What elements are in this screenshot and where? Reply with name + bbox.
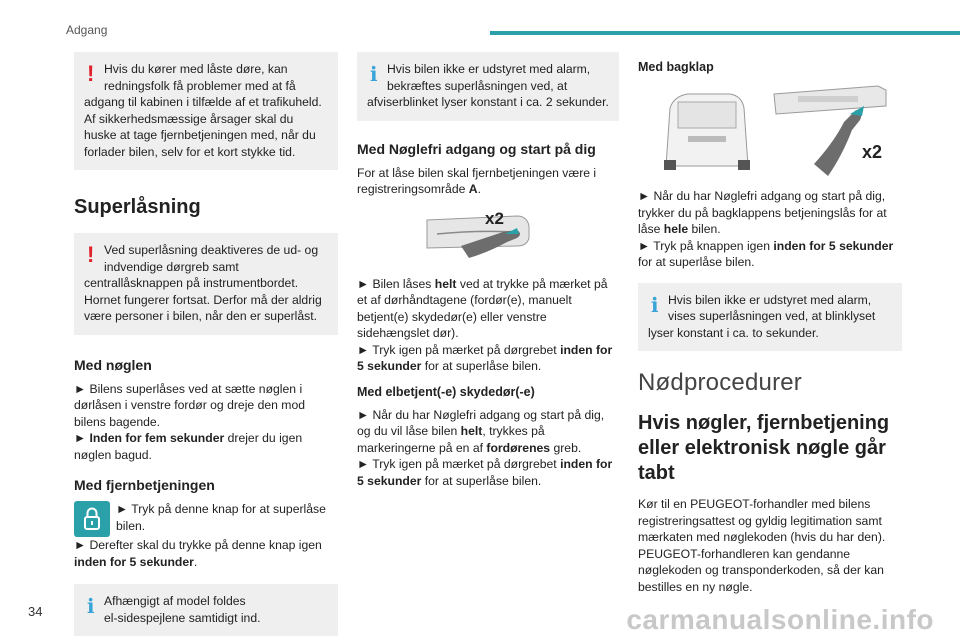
info-box <box>638 283 902 352</box>
paragraph: ► Bilens superlåses ved at sætte nøglen i dørlåsen i venstre fordør og dreje den mod bilens bagende. <box>74 381 305 429</box>
subsection-title: Med bagklap <box>638 60 714 74</box>
warning-text: adgang til kabinen i tilfælde af et trafikuheld. Af sikkerhedsmæssige årsager skal du huske at tage fjernbetjeningen med, når du forlader bilen, selv for et kort stykke tid. <box>84 95 322 159</box>
remote-lock-row <box>74 501 338 537</box>
header-accent-bar <box>490 31 960 35</box>
tailgate-illustration <box>638 82 902 178</box>
text: ved at trykke på mærket på et af dørhåndtagene (fordør(e), manuelt betjent(e) skydedør(e) eller venstre sidehængslet dør). <box>357 276 608 340</box>
paragraph <box>357 407 619 457</box>
paragraph <box>74 430 338 463</box>
subsection-title: Med fjernbetjeningen <box>74 477 215 493</box>
text: for at superlåse bilen. <box>638 255 755 269</box>
bold-text: fordørenes <box>486 440 551 455</box>
text: ► Når du har Nøglefri adgang og start på dig, trykker du på bagklappens betjeningslås for at låse <box>638 189 887 236</box>
paragraph <box>357 456 619 489</box>
bold-text: inden for 5 sekunder <box>357 457 613 488</box>
warning-box <box>74 52 338 170</box>
info-text: Hvis bilen ikke er udstyret med alarm, bekræftes superlåsningen ved, at <box>387 62 591 93</box>
paragraph <box>74 554 338 571</box>
info-text: Afhængigt af model foldes <box>104 594 246 608</box>
text: drejer du igen nøglen bagud. <box>74 431 303 462</box>
bold-text: ► Inden for fem sekunder <box>74 431 225 445</box>
text: , trykkes på markeringerne på en af <box>357 424 545 455</box>
text: ► Tryk igen på mærket på dørgrebet <box>357 342 557 357</box>
bold-text: hele <box>663 222 689 236</box>
x2-label: x2 <box>862 142 883 162</box>
text: for at superlåse bilen. <box>424 359 542 373</box>
info-text: Hvis bilen ikke er udstyret med alarm, vises superlåsningen ved, at blinklyset <box>668 292 876 323</box>
header-section-label: Adgang <box>66 23 108 37</box>
text: ► Når du har Nøglefri adgang og start på dig, og du vil låse bilen <box>357 407 605 438</box>
info-icon: ℹ <box>87 594 95 618</box>
bold-text: helt <box>460 424 483 438</box>
info-box <box>357 52 619 121</box>
padlock-icon <box>74 501 110 537</box>
text: ► Tryk på knappen igen <box>638 238 770 253</box>
column-middle <box>357 52 619 489</box>
text: bilen. <box>691 222 721 236</box>
warning-text: Hvis du kører med låste døre, kan redningsfolk få problemer med at få <box>104 62 296 93</box>
info-box <box>74 584 338 636</box>
column-right <box>638 52 902 595</box>
paragraph <box>357 342 619 375</box>
warning-text: Ved superlåsning deaktiveres de ud- og indvendige dørgreb samt <box>104 243 319 274</box>
watermark: carmanualsonline.info <box>626 604 934 635</box>
paragraph <box>638 188 902 238</box>
subsection-title: Hvis nøgler, fjernbetjening eller elektronisk nøgle går tabt <box>638 412 890 484</box>
bold-text: inden for 5 sekunder <box>357 342 613 373</box>
section-title: Superlåsning <box>74 196 201 218</box>
x2-label: x2 <box>485 208 504 228</box>
page-number: 34 <box>28 604 43 619</box>
section-title: Nødprocedurer <box>638 369 803 396</box>
text: For at låse bilen skal fjernbetjeningen være i registreringsområde <box>357 165 597 196</box>
warning-box <box>74 233 338 335</box>
paragraph: ► Derefter skal du trykke på denne knap igen <box>74 538 322 552</box>
subsection-title: Med elbetjent(-e) skydedør(-e) <box>357 384 535 399</box>
paragraph: ► Tryk på denne knap for at superlåse bilen. <box>116 502 326 533</box>
text: . <box>193 554 198 569</box>
info-icon: ℹ <box>651 292 659 317</box>
info-text: el-sidespejlene samtidigt ind. <box>104 610 261 625</box>
info-text: lyser konstant i ca. to sekunder. <box>648 325 819 340</box>
warning-text: centrallåsknappen på instrumentbordet. Hornet fungerer fortsat. Derfor må der aldrig være personer i bilen, når den er superlåst. <box>84 276 322 323</box>
bold-text: inden for 5 sekunder <box>74 554 194 569</box>
paragraph <box>357 276 619 342</box>
info-text: afviserblinket lyser konstant i ca. 2 sekunder. <box>367 95 609 109</box>
text: for at superlåse bilen. <box>424 473 542 488</box>
subsection-title: Med Nøglefri adgang og start på dig <box>357 140 596 157</box>
info-icon: ℹ <box>370 62 378 86</box>
bold-text: inden for 5 sekunder <box>773 238 894 253</box>
text: ► Bilen låses <box>357 276 432 291</box>
bold-text: A <box>468 182 478 196</box>
paragraph <box>638 238 902 271</box>
warning-icon: ! <box>87 242 95 267</box>
text: . <box>477 182 481 196</box>
subsection-title: Med nøglen <box>74 356 152 373</box>
paragraph: Kør til en PEUGEOT-forhandler med bilens registreringsattest og gyldig legitimation samt mærkaten med nøglekoden (hvis du har den). PEUGEOT-forhandleren kan gendanne nøglekoden og transponderkoden, så der kan bestilles en ny nøgle. <box>638 497 886 594</box>
bold-text: helt <box>434 276 457 291</box>
door-handle-illustration <box>357 208 619 268</box>
column-left <box>74 52 338 640</box>
text: ► Tryk igen på mærket på dørgrebet <box>357 457 557 471</box>
text: greb. <box>553 440 582 455</box>
paragraph <box>357 165 619 198</box>
warning-icon: ! <box>87 61 95 86</box>
